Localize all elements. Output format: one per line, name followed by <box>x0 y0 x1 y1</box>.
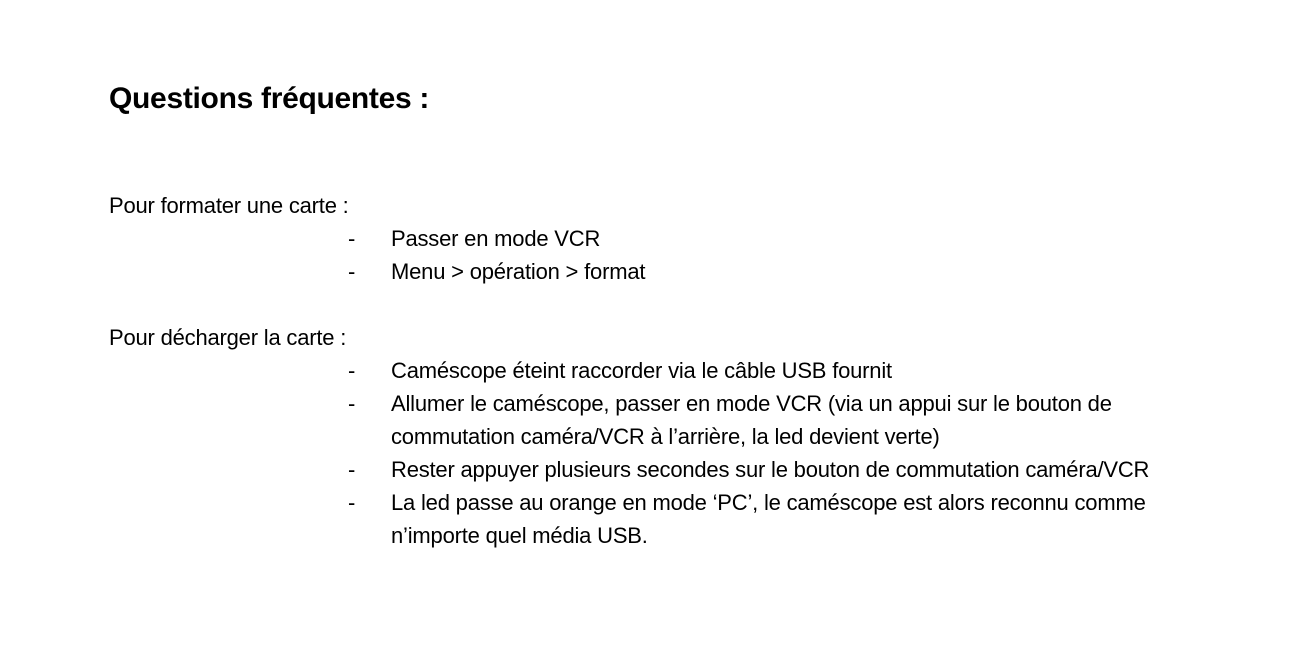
list-item-text: Menu > opération > format <box>391 259 646 284</box>
bullet-dash: - <box>348 259 356 284</box>
bullet-dash: - <box>348 226 356 251</box>
format-steps-list <box>348 222 1188 288</box>
bullet-dash: - <box>348 391 356 416</box>
bullet-dash: - <box>348 358 356 383</box>
section-heading-format: Pour formater une carte : <box>109 193 349 218</box>
list-item-text: Caméscope éteint raccorder via le câble USB fournit <box>391 358 892 383</box>
list-item <box>348 354 1188 387</box>
list-item-text: La led passe au orange en mode ‘PC’, le caméscope est alors reconnu comme n’importe quel média USB. <box>391 490 1146 548</box>
list-item <box>348 453 1188 486</box>
list-item <box>348 486 1188 552</box>
section-heading-unload: Pour décharger la carte : <box>109 325 347 350</box>
list-item <box>348 222 1188 255</box>
page-title: Questions fréquentes : <box>109 82 430 115</box>
list-item-text: Allumer le caméscope, passer en mode VCR (via un appui sur le bouton de commutation caméra/VCR à l’arrière, la led devient verte) <box>391 391 1112 449</box>
list-item <box>348 387 1188 453</box>
list-item <box>348 255 1188 288</box>
bullet-dash: - <box>348 490 356 515</box>
list-item-text: Passer en mode VCR <box>391 226 601 251</box>
list-item-text: Rester appuyer plusieurs secondes sur le bouton de commutation caméra/VCR <box>391 457 1150 482</box>
unload-steps-list <box>348 354 1188 552</box>
bullet-dash: - <box>348 457 356 482</box>
